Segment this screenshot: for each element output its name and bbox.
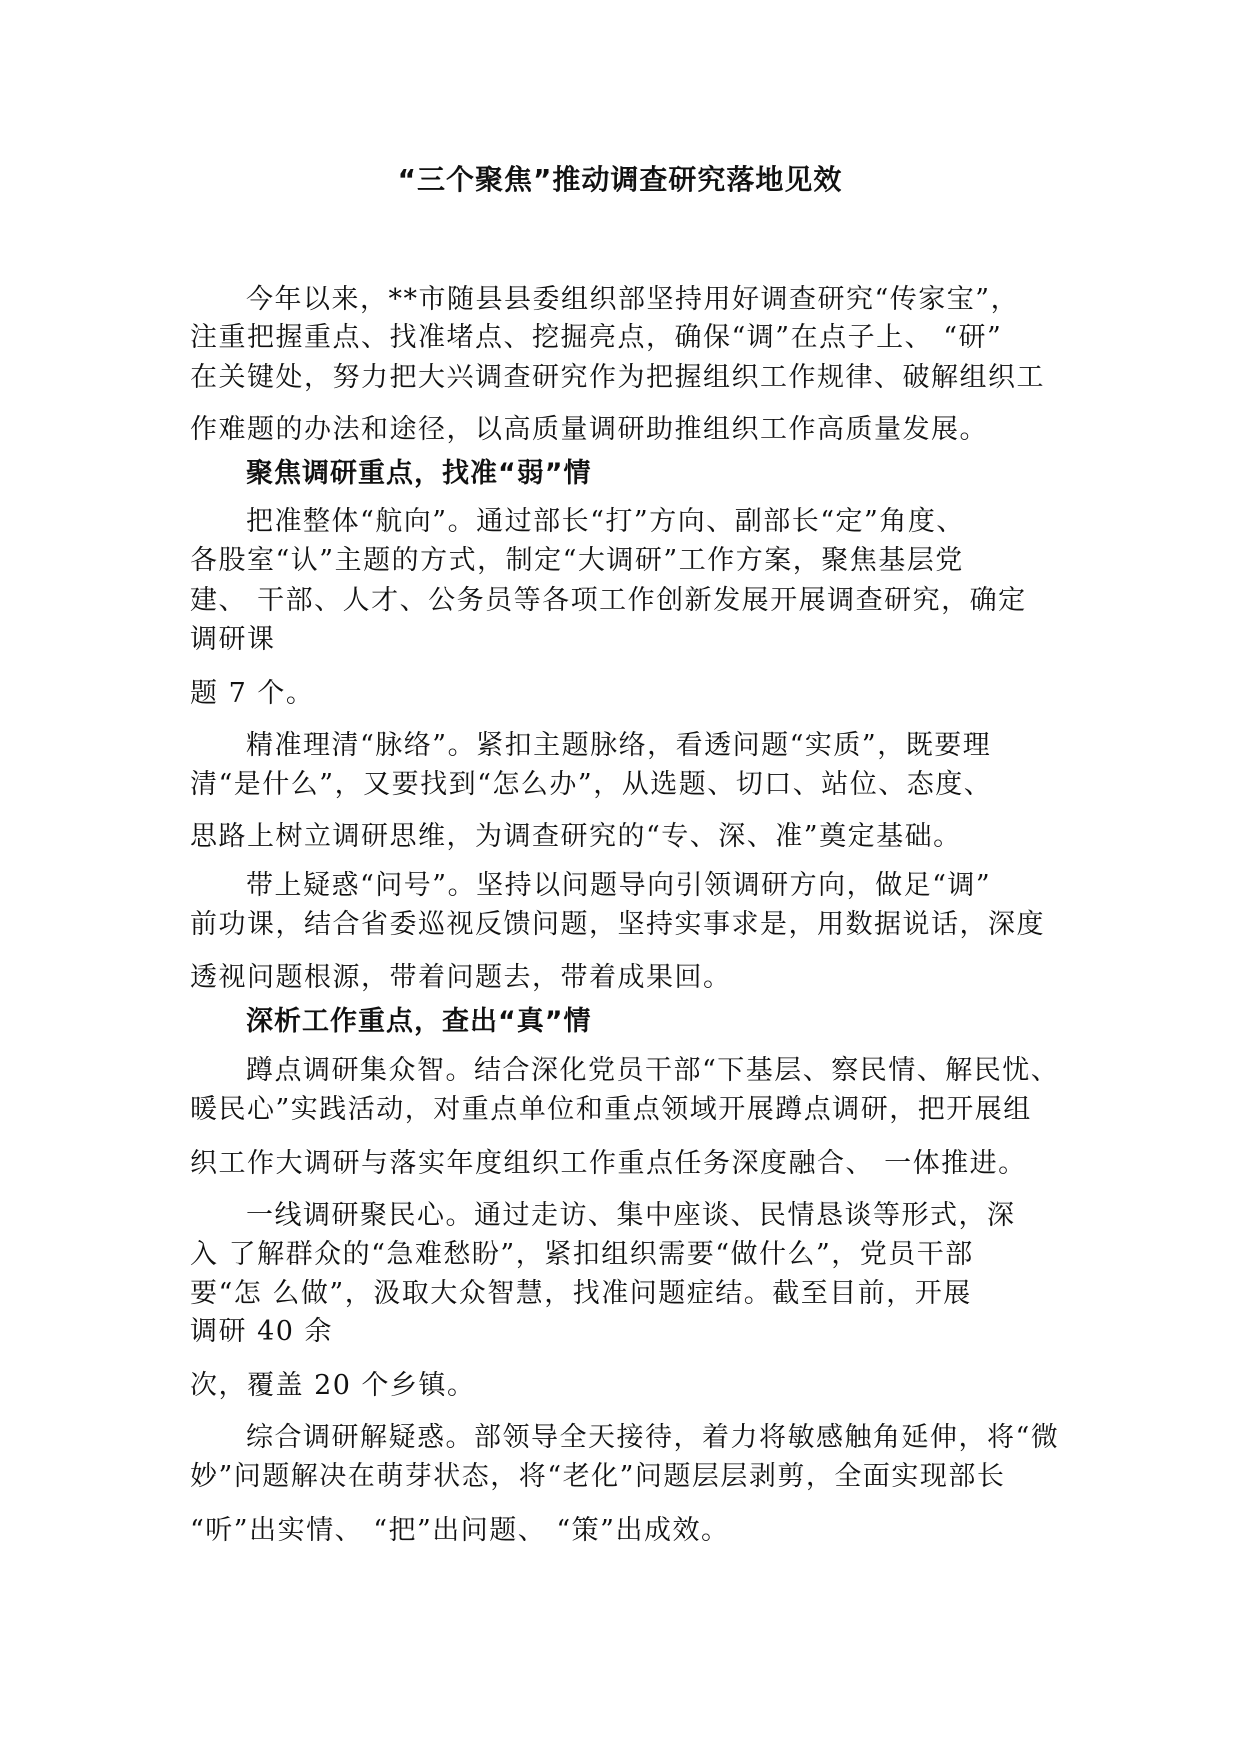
section1-heading: 聚焦调研重点，找准“弱”情: [246, 458, 592, 489]
intro-line: 今年以来，**市随县县委组织部坚持用好调查研究“传家宝”，: [246, 284, 1020, 315]
paragraph-line: 妙”问题解决在萌芽状态，将“老化”问题层层剥剪，全面实现部长: [190, 1461, 1006, 1492]
paragraph-line: 把准整体“航向”。通过部长“打”方向、副部长“定”角度、: [246, 506, 965, 537]
paragraph-line: 综合调研解疑惑。部领导全天接待，着力将敏感触角延伸，将“微: [246, 1422, 1060, 1453]
intro-line: 在关键处，努力把大兴调查研究作为把握组织工作规律、破解组织工: [190, 362, 1045, 393]
paragraph-line: 入 了解群众的“急难愁盼”，紧扣组织需要“做什么”，党员干部: [190, 1239, 974, 1270]
paragraph-line: 透视问题根源，带着问题去，带着成果回。: [190, 962, 732, 993]
paragraph-line: “听”出实情、 “把”出问题、 “策”出成效。: [190, 1515, 730, 1546]
paragraph-line: 要“怎 么做”，汲取大众智慧，找准问题症结。截至目前，开展: [190, 1278, 972, 1309]
paragraph-line: 前功课，结合省委巡视反馈问题，坚持实事求是，用数据说话，深度: [190, 909, 1045, 940]
section2-heading: 深析工作重点，查出“真”情: [246, 1006, 592, 1037]
paragraph-line: 调研 40 余: [190, 1316, 334, 1347]
paragraph-line: 一线调研聚民心。通过走访、集中座谈、民情恳谈等形式，深: [246, 1200, 1016, 1231]
paragraph-line: 各股室“认”主题的方式，制定“大调研”工作方案，聚焦基层党: [190, 545, 964, 576]
intro-line: 注重把握重点、找准堵点、挖掘亮点，确保“调”在点子上、 “研”: [190, 322, 1003, 353]
paragraph-line: 思路上树立调研思维，为调查研究的“专、深、准”奠定基础。: [190, 821, 962, 852]
paragraph-line: 调研课: [190, 624, 276, 655]
paragraph-line: 蹲点调研集众智。结合深化党员干部“下基层、察民情、解民忧、: [246, 1055, 1060, 1086]
intro-line: 作难题的办法和途径，以高质量调研助推组织工作高质量发展。: [190, 414, 988, 445]
paragraph-line: 精准理清“脉络”。紧扣主题脉络，看透问题“实质”，既要理: [246, 730, 992, 761]
paragraph-line: 建、 干部、人才、公务员等各项工作创新发展开展调查研究，确定: [190, 585, 1027, 616]
paragraph-line: 织工作大调研与落实年度组织工作重点任务深度融合、 一体推进。: [190, 1148, 1027, 1179]
paragraph-line: 次，覆盖 20 个乡镇。: [190, 1370, 476, 1401]
paragraph-line: 清“是什么”，又要找到“怎么办”，从选题、切口、站位、态度、: [190, 769, 993, 800]
paragraph-line: 暖民心”实践活动，对重点单位和重点领域开展蹲点调研，把开展组: [190, 1094, 1032, 1125]
document-title: “三个聚焦”推动调查研究落地见效: [397, 163, 843, 196]
paragraph-line: 带上疑惑“问号”。坚持以问题导向引领调研方向，做足“调”: [246, 870, 992, 901]
paragraph-line: 题 7 个。: [190, 678, 315, 709]
